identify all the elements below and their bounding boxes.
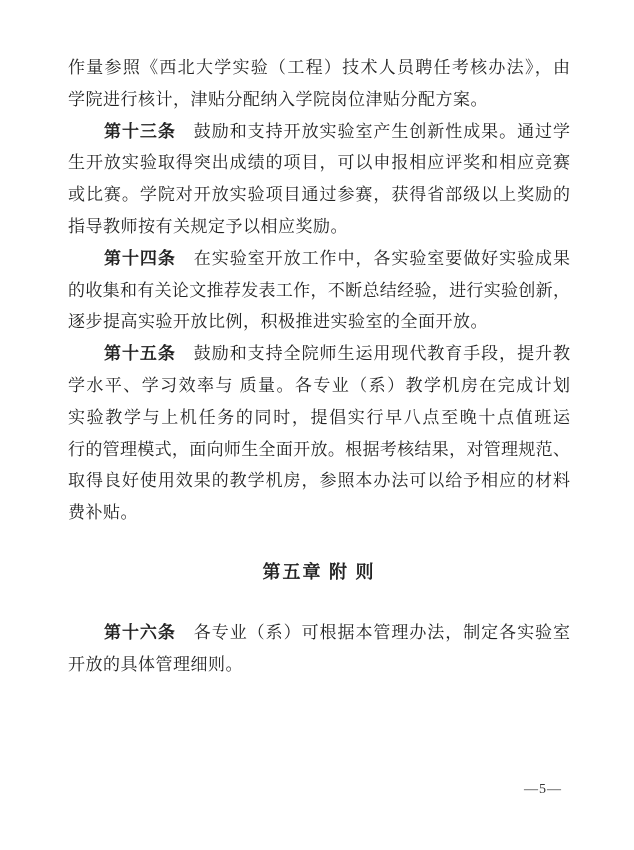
text-segment: 开放的具体管理细则。 bbox=[68, 654, 243, 674]
text-line bbox=[68, 211, 570, 243]
text-line bbox=[68, 370, 570, 402]
text-line bbox=[68, 179, 570, 211]
text-segment: 指导教师按有关规定予以相应奖励。 bbox=[68, 216, 348, 236]
text-segment: 作量参照《西北大学实验（工程）技术人员聘任考核办法》，由 bbox=[68, 58, 570, 77]
text-line bbox=[68, 52, 570, 84]
text-segment: 逐步提高实验开放比例，积极推进实验室的全面开放。 bbox=[68, 312, 488, 332]
article-number: 第十六条 bbox=[104, 622, 176, 642]
text-line bbox=[68, 84, 570, 116]
text-segment: 鼓励和支持开放实验室产生创新性成果。通过学 bbox=[175, 121, 571, 141]
document-body bbox=[68, 52, 570, 680]
text-segment: 行的管理模式，面向师生全面开放。根据考核结果，对管理规范、 bbox=[68, 439, 570, 459]
text-line bbox=[68, 617, 570, 649]
text-line bbox=[68, 116, 570, 148]
chapter-heading bbox=[68, 557, 570, 589]
text-line bbox=[68, 497, 570, 529]
text-segment: 生开放实验取得突出成绩的项目，可以申报相应评奖和相应竞赛 bbox=[68, 153, 570, 173]
text-line bbox=[68, 306, 570, 338]
text-segment: 学水平、学习效率与 质量。各专业（系）教学机房在完成计划 bbox=[68, 375, 570, 395]
text-segment: 鼓励和支持全院师生运用现代教育手段，提升教 bbox=[175, 344, 571, 364]
heading-text: 第五章 附 则 bbox=[262, 561, 376, 582]
text-segment: 的收集和有关论文推荐发表工作，不断总结经验，进行实验创新， bbox=[68, 280, 570, 300]
article-number: 第十四条 bbox=[104, 248, 176, 268]
text-segment: 各专业（系）可根据本管理办法，制定各实验室 bbox=[175, 622, 571, 642]
page-number: —5— bbox=[524, 782, 562, 797]
text-line bbox=[68, 338, 570, 370]
text-segment: 实验教学与上机任务的同时，提倡实行早八点至晚十点值班运 bbox=[68, 407, 570, 427]
text-line bbox=[68, 147, 570, 179]
text-segment: 或比赛。学院对开放实验项目通过参赛，获得省部级以上奖励的 bbox=[68, 185, 570, 205]
article-number: 第十五条 bbox=[104, 344, 176, 364]
text-segment: 费补贴。 bbox=[68, 503, 138, 523]
text-line bbox=[68, 243, 570, 275]
text-line bbox=[68, 434, 570, 466]
text-line bbox=[68, 465, 570, 497]
text-line bbox=[68, 402, 570, 434]
text-segment: 学院进行核计，津贴分配纳入学院岗位津贴分配方案。 bbox=[68, 89, 488, 109]
text-line bbox=[68, 275, 570, 307]
text-line bbox=[68, 649, 570, 681]
text-segment: 取得良好使用效果的教学机房，参照本办法可以给予相应的材料 bbox=[68, 471, 570, 491]
article-number: 第十三条 bbox=[104, 121, 176, 141]
text-segment: 在实验室开放工作中，各实验室要做好实验成果 bbox=[175, 248, 571, 268]
